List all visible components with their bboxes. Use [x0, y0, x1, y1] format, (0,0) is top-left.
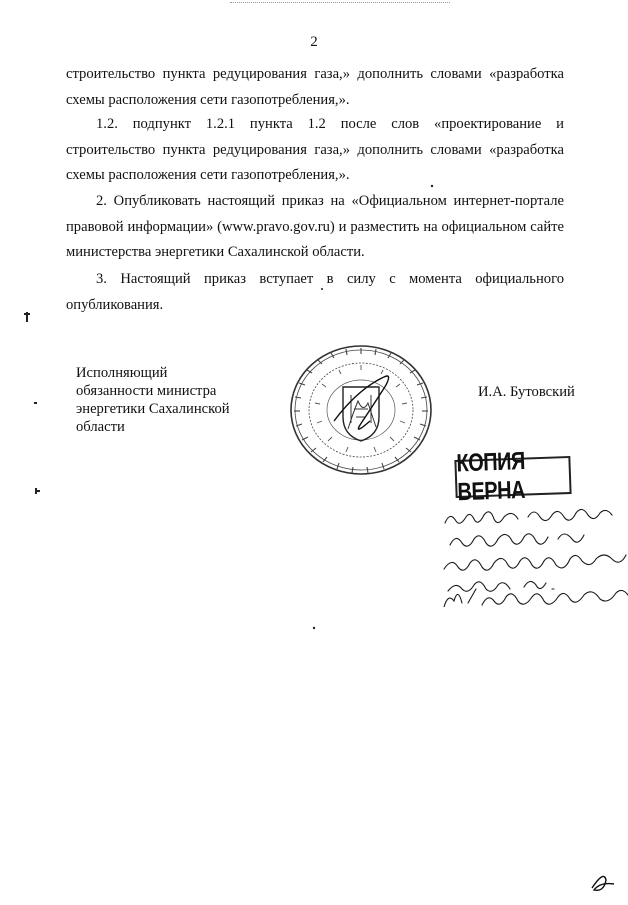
signatory-title-line: Исполняющий — [76, 365, 168, 381]
paragraph-4: 3. Настоящий приказ вступает в силу с момента официального опубликования. — [66, 271, 564, 313]
signatory-title-line: области — [76, 419, 125, 435]
certified-copy-stamp — [454, 447, 571, 507]
paragraph-3: 2. Опубликовать настоящий приказ на «Официальном интернет-портале правовой информации» (www.pravo.gov.ru) и разместить на официальном сайте министерства энергетики Сахалинской области. — [66, 193, 564, 260]
paragraph-1: строительство пункта редуцирования газа,» дополнить словами «разработка схемы расположения сети газопотребления,». — [66, 66, 564, 108]
handwritten-certification — [440, 497, 628, 607]
signatory-title-line: обязанности министра — [76, 383, 217, 399]
paragraph-2: 1.2. подпункт 1.2.1 пункта 1.2 после слов «проектирование и строительство пункта редуцирования газа,» дополнить словами «разработка схемы расположения сети газопотребления,». — [66, 116, 564, 183]
signatory-title — [76, 364, 256, 436]
signatory-name: И.А. Бутовский — [478, 384, 575, 400]
official-seal — [288, 343, 434, 478]
scan-edge-line — [230, 2, 450, 3]
signatory-title-line: энергетики Сахалинской — [76, 401, 230, 417]
stamp-label: КОПИЯ ВЕРНА — [456, 447, 526, 507]
page-number: 2 — [310, 34, 318, 50]
corner-handwritten-mark — [592, 876, 614, 890]
